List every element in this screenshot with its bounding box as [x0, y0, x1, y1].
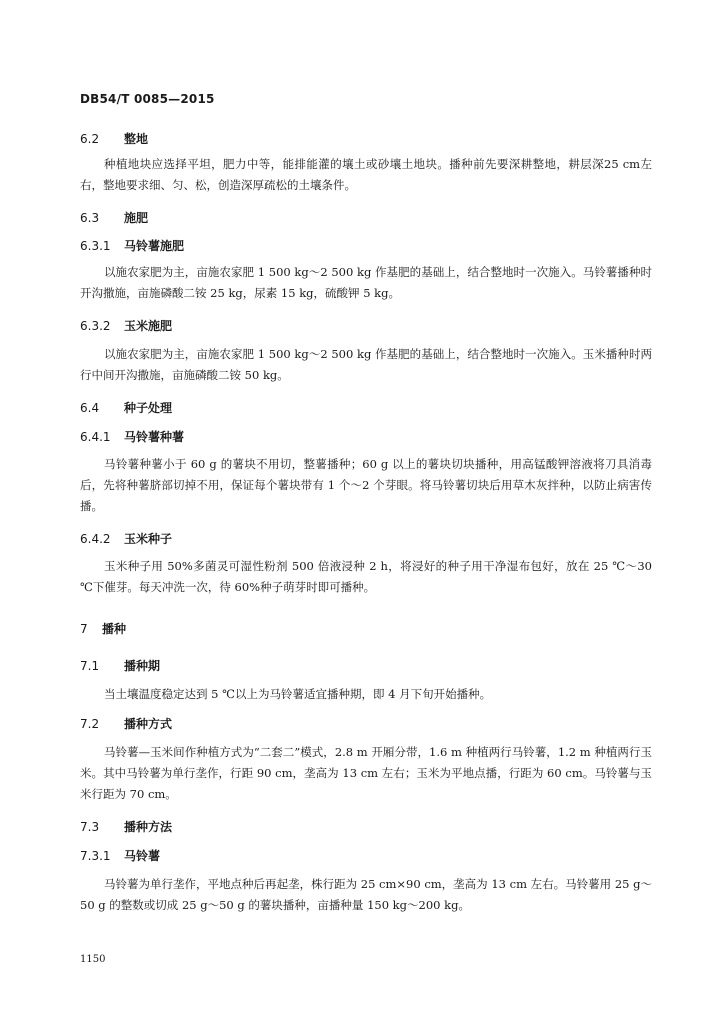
heading-6-3 — [80, 209, 148, 226]
heading-title: 施肥 — [124, 211, 149, 225]
heading-number: 6.4.2 — [80, 532, 111, 546]
heading-title: 播种方式 — [124, 717, 173, 731]
paragraph-7-2: 马铃薯—玉米间作种植方式为“二套二”模式，2.8 m 开厢分带，1.6 m 种植两行马铃薯，1.2 m 种植两行玉米。其中马铃薯为单行垄作，行距 90 cm，垄高为 13 cm 左右；玉米为平地点播，行距为 60 cm。马铃薯与玉米行距为 70 cm。 — [80, 745, 652, 801]
heading-7-3 — [80, 818, 172, 835]
heading-title: 播种方法 — [124, 820, 173, 834]
heading-title: 马铃薯种薯 — [124, 430, 185, 444]
heading-number: 7.2 — [80, 717, 100, 731]
heading-7-1 — [80, 657, 160, 674]
heading-number: 6.4 — [80, 401, 100, 415]
paragraph-6-3-1: 以施农家肥为主，亩施农家肥 1 500 kg～2 500 kg 作基肥的基础上，结合整地时一次施入。马铃薯播种时开沟撒施，亩施磷酸二铵 25 kg，尿素 15 kg，硫酸钾 5 kg。 — [80, 265, 652, 300]
standard-code: DB54/T 0085—2015 — [80, 92, 215, 106]
heading-number: 6.3 — [80, 211, 100, 225]
heading-6-3-1 — [80, 237, 184, 254]
heading-6-4-1 — [80, 428, 184, 445]
heading-title: 玉米施肥 — [124, 319, 173, 333]
heading-number: 7.3 — [80, 820, 100, 834]
paragraph-6-2: 种植地块应选择平坦，肥力中等，能排能灌的壤土或砂壤土地块。播种前先要深耕整地，耕层深25 cm左右，整地要求细、匀、松，创造深厚疏松的土壤条件。 — [80, 157, 652, 192]
heading-number: 7.3.1 — [80, 849, 111, 863]
heading-6-4 — [80, 399, 172, 416]
heading-title: 整地 — [124, 132, 149, 146]
heading-number: 6.3.1 — [80, 239, 111, 253]
paragraph-6-4-2: 玉米种子用 50%多菌灵可湿性粉剂 500 倍液浸种 2 h，将浸好的种子用干净湿布包好，放在 25 ℃～30 ℃下催芽。每天冲洗一次，待 60%种子萌芽时即可播种。 — [80, 559, 652, 594]
heading-title: 玉米种子 — [124, 532, 173, 546]
heading-title: 播种期 — [124, 659, 161, 673]
paragraph-7-3-1: 马铃薯为单行垄作，平地点种后再起垄，株行距为 25 cm×90 cm，垄高为 13 cm 左右。马铃薯用 25 g～50 g 的整数或切成 25 g～50 g 的薯块播种，亩播种量 150 kg～200 kg。 — [80, 877, 652, 912]
heading-7 — [80, 620, 126, 637]
heading-title: 马铃薯施肥 — [124, 239, 185, 253]
paragraph-6-3-2: 以施农家肥为主，亩施农家肥 1 500 kg～2 500 kg 作基肥的基础上，结合整地时一次施入。玉米播种时两行中间开沟撒施，亩施磷酸二铵 50 kg。 — [80, 347, 652, 382]
heading-number: 7.1 — [80, 659, 100, 673]
paragraph-6-4-1: 马铃薯种薯小于 60 g 的薯块不用切，整薯播种；60 g 以上的薯块切块播种，用高锰酸钾溶液将刀具消毒后，先将种薯脐部切掉不用，保证每个薯块带有 1 个～2 个芽眼。将马铃薯切块后用草木灰拌种，以防止病害传播。 — [80, 457, 652, 513]
paragraph-7-1: 当土壤温度稳定达到 5 ℃以上为马铃薯适宜播种期，即 4 月下旬开始播种。 — [104, 687, 492, 701]
heading-number: 6.4.1 — [80, 430, 111, 444]
heading-6-4-2 — [80, 530, 172, 547]
heading-number: 6.3.2 — [80, 319, 111, 333]
heading-title: 种子处理 — [124, 401, 173, 415]
page-number: 1150 — [80, 954, 106, 965]
heading-7-2 — [80, 715, 172, 732]
heading-7-3-1 — [80, 847, 160, 864]
heading-6-2 — [80, 130, 148, 147]
heading-number: 7 — [80, 622, 88, 636]
heading-number: 6.2 — [80, 132, 100, 146]
heading-title: 播种 — [102, 622, 127, 636]
heading-title: 马铃薯 — [124, 849, 161, 863]
heading-6-3-2 — [80, 317, 172, 334]
